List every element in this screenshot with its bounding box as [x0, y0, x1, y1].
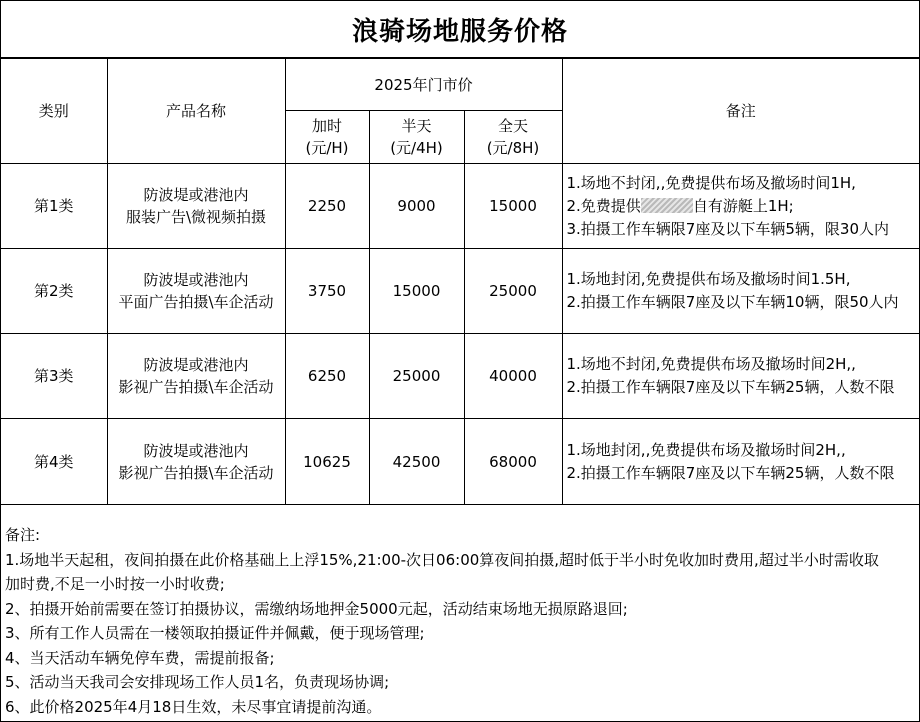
note-line: 2、拍摄开始前需要在签订拍摄协议，需缴纳场地押金5000元起，活动结束场地无损原路退回;	[5, 599, 628, 618]
table-row	[1, 164, 919, 249]
row-remarks	[562, 334, 919, 419]
row-category: 第3类	[1, 334, 107, 419]
row-category: 第4类	[1, 419, 107, 505]
header-full-day-label: 全天	[497, 117, 528, 135]
header-full-day-unit: (元/8H)	[486, 139, 540, 157]
price-half-day: 25000	[369, 334, 464, 419]
note-line: 1.场地半天起租，夜间拍摄在此价格基础上上浮15%,21:00-次日06:00算夜间拍摄,超时低于半小时免收加时费用,超过半小时需收取	[5, 550, 879, 569]
price-table	[1, 58, 919, 505]
header-half-day-label: 半天	[401, 117, 432, 135]
table-row	[1, 249, 919, 334]
row-product	[107, 164, 285, 249]
price-full-day: 40000	[464, 334, 562, 419]
note-line: 6、此价格2025年4月18日生效，未尽事宜请提前沟通。	[5, 697, 382, 716]
product-location: 防波堤或港池内	[143, 441, 249, 460]
table-row	[1, 334, 919, 419]
product-location: 防波堤或港池内	[143, 271, 249, 289]
header-hourly	[285, 111, 369, 164]
note-line: 4、当天活动车辆免停车费，需提前报备;	[5, 648, 275, 667]
header-category: 类别	[1, 59, 107, 164]
price-hourly: 10625	[285, 419, 369, 505]
row-category: 第2类	[1, 249, 107, 334]
remark-line: 1.场地不封闭,,免费提供布场及撤场时间1H,	[566, 173, 856, 192]
remark-line: 2.免费提供 自有游艇上1H;	[566, 196, 794, 215]
row-remarks	[562, 164, 919, 249]
price-hourly: 6250	[285, 334, 369, 419]
note-line: 3、所有工作人员需在一楼领取拍摄证件并佩戴，便于现场管理;	[5, 624, 425, 642]
header-hourly-unit: (元/H)	[305, 139, 349, 157]
remark-line: 3.拍摄工作车辆限7座及以下车辆5辆，限30人内	[566, 219, 889, 238]
remark-line: 2.拍摄工作车辆限7座及以下车辆25辆，人数不限	[566, 378, 895, 396]
page-title: 浪骑场地服务价格	[1, 1, 919, 58]
header-half-day-unit: (元/4H)	[390, 139, 443, 157]
product-type: 服装广告\微视频拍摄	[125, 208, 267, 226]
remark-line: 2.拍摄工作车辆限7座及以下车辆10辆，限50人内	[566, 293, 899, 311]
price-hourly: 2250	[285, 164, 369, 249]
remark-line: 1.场地封闭,免费提供布场及撤场时间1.5H,	[566, 270, 851, 288]
price-hourly: 3750	[285, 249, 369, 334]
product-type: 影视广告拍摄\车企活动	[118, 463, 274, 482]
row-category: 第1类	[1, 164, 107, 249]
product-location: 防波堤或港池内	[143, 186, 249, 204]
remark-line: 1.场地不封闭,免费提供布场及撤场时间2H,,	[566, 355, 856, 373]
price-half-day: 9000	[369, 164, 464, 249]
note-line: 5、活动当天我司会安排现场工作人员1名，负责现场协调;	[5, 673, 390, 691]
row-product	[107, 249, 285, 334]
price-full-day: 25000	[464, 249, 562, 334]
note-line: 加时费,不足一小时按一小时收费;	[5, 575, 225, 593]
header-half-day	[369, 111, 464, 164]
price-half-day: 42500	[369, 419, 464, 505]
row-remarks	[562, 419, 919, 505]
header-product: 产品名称	[107, 59, 285, 164]
notes-heading: 备注:	[5, 526, 41, 544]
price-half-day: 15000	[369, 249, 464, 334]
header-full-day	[464, 111, 562, 164]
price-full-day: 15000	[464, 164, 562, 249]
price-full-day: 68000	[464, 419, 562, 505]
row-product	[107, 419, 285, 505]
notes-section	[5, 523, 917, 719]
table-row	[1, 419, 919, 505]
product-type: 影视广告拍摄\车企活动	[118, 378, 274, 396]
row-remarks	[562, 249, 919, 334]
redacted-text	[641, 198, 693, 213]
remark-line: 2.拍摄工作车辆限7座及以下车辆25辆，人数不限	[566, 463, 895, 482]
product-location: 防波堤或港池内	[143, 356, 249, 374]
header-hourly-label: 加时	[311, 117, 342, 135]
remark-line: 1.场地封闭,,免费提供布场及撤场时间2H,,	[566, 440, 846, 459]
header-price-group: 2025年门市价	[285, 59, 562, 111]
header-remark: 备注	[562, 59, 919, 164]
row-product	[107, 334, 285, 419]
product-type: 平面广告拍摄\车企活动	[118, 293, 274, 311]
